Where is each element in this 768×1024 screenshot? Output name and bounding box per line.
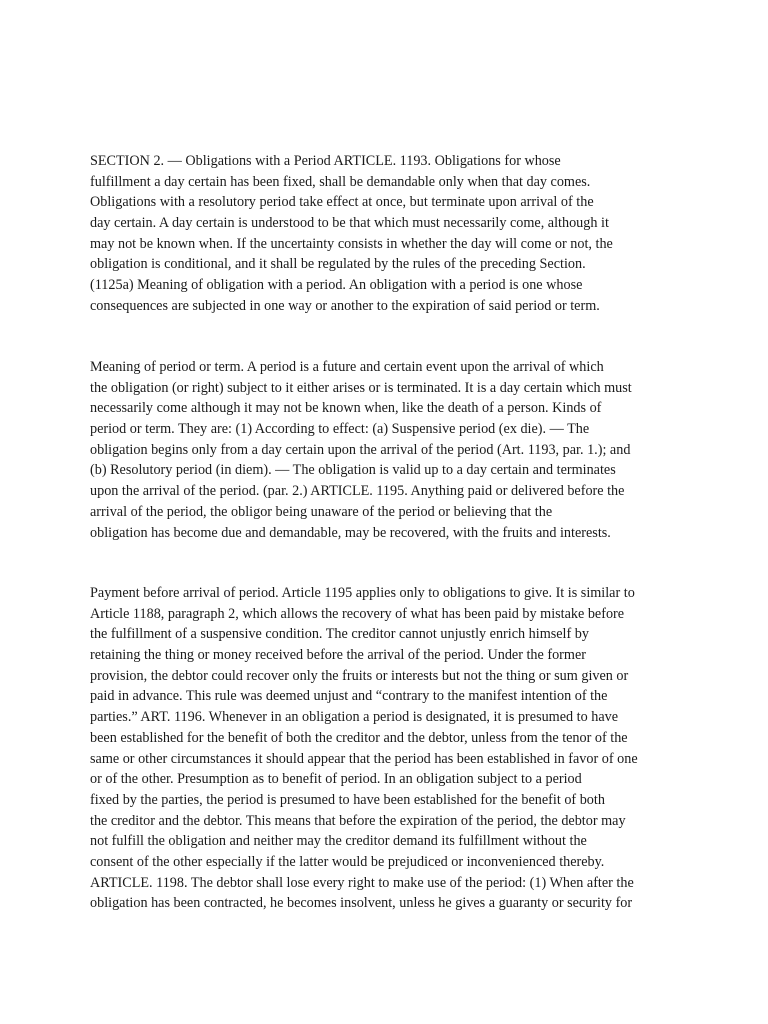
text-line: upon the arrival of the period. (par. 2.) ARTICLE. 1195. Anything paid or delivered before the — [90, 483, 625, 500]
text-line: arrival of the period, the obligor being unaware of the period or believing that the — [90, 503, 553, 520]
text-line: Article 1188, paragraph 2, which allows the recovery of what has been paid by mistake before — [90, 605, 625, 622]
text-line: may not be known when. If the uncertainty consists in whether the day will come or not, the — [90, 235, 613, 252]
text-line: obligation begins only from a day certain upon the arrival of the period (Art. 1193, par. 1.); and — [90, 441, 631, 458]
text-line: Obligations with a resolutory period take effect at once, but terminate upon arrival of the — [90, 194, 594, 211]
text-line: retaining the thing or money received before the arrival of the period. Under the former — [90, 647, 586, 664]
text-line: SECTION 2. — Obligations with a Period ARTICLE. 1193. Obligations for whose — [90, 153, 561, 169]
text-line: period or term. They are: (1) According to effect: (a) Suspensive period (ex die). — The — [90, 421, 590, 438]
paragraph-obligations-with-period — [90, 151, 613, 317]
paragraph-meaning-of-period — [90, 357, 632, 543]
text-line: the fulfillment of a suspensive condition. The creditor cannot unjustly enrich himself by — [90, 626, 589, 643]
text-line: obligation has been contracted, he becomes insolvent, unless he gives a guaranty or security for — [90, 895, 633, 912]
text-line: same or other circumstances it should appear that the period has been established in favor of one — [90, 750, 638, 767]
text-line: ARTICLE. 1198. The debtor shall lose every right to make use of the period: (1) When after the — [90, 874, 634, 891]
text-line: (b) Resolutory period (in diem). — The obligation is valid up to a day certain and terminates — [90, 462, 616, 479]
text-line: fixed by the parties, the period is presumed to have been established for the benefit of both — [90, 791, 605, 808]
text-line: paid in advance. This rule was deemed unjust and “contrary to the manifest intention of the — [90, 688, 608, 705]
text-line: or of the other. Presumption as to benefit of period. In an obligation subject to a period — [90, 771, 582, 788]
text-line: the creditor and the debtor. This means that before the expiration of the period, the debtor may — [90, 812, 626, 829]
text-line: obligation is conditional, and it shall be regulated by the rules of the preceding Section. — [90, 256, 586, 273]
text-line: not fulfill the obligation and neither may the creditor demand its fulfillment without the — [90, 833, 587, 850]
text-line: Meaning of period or term. A period is a future and certain event upon the arrival of which — [90, 359, 604, 375]
text-line: consequences are subjected in one way or another to the expiration of said period or term. — [90, 297, 600, 314]
text-line: day certain. A day certain is understood to be that which must necessarily come, although it — [90, 215, 609, 232]
text-line: provision, the debtor could recover only the fruits or interests but not the thing or sum given or — [90, 667, 629, 684]
text-line: fulfillment a day certain has been fixed, shall be demandable only when that day comes. — [90, 173, 591, 190]
text-line: Payment before arrival of period. Article 1195 applies only to obligations to give. It is similar to — [90, 585, 635, 601]
paragraph-payment-before-arrival — [90, 583, 638, 914]
text-line: the obligation (or right) subject to it either arises or is terminated. It is a day certain which must — [90, 379, 632, 396]
text-line: (1125a) Meaning of obligation with a period. An obligation with a period is one whose — [90, 277, 583, 294]
text-line: consent of the other especially if the latter would be prejudiced or inconvenienced thereby. — [90, 853, 605, 870]
text-line: been established for the benefit of both the creditor and the debtor, unless from the tenor of the — [90, 729, 628, 746]
text-line: parties.” ART. 1196. Whenever in an obligation a period is designated, it is presumed to have — [90, 709, 619, 726]
text-line: necessarily come although it may not be known when, like the death of a person. Kinds of — [90, 400, 602, 417]
text-line: obligation has become due and demandable, may be recovered, with the fruits and interests. — [90, 524, 611, 541]
